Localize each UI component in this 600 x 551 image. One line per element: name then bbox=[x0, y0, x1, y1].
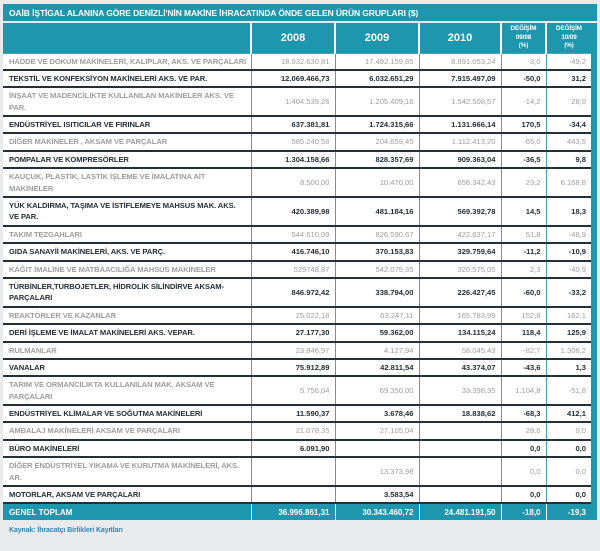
cell-2009: 826.590,67 bbox=[335, 226, 419, 243]
cell-change-09-08: 28,6 bbox=[501, 422, 546, 439]
cell-2008: 25.022,18 bbox=[251, 307, 335, 324]
cell-product-group: TÜRBİNLER,TURBOJETLER, HİDROLİK SİLİNDİRVE AKSAM-PARÇALARI bbox=[3, 278, 251, 307]
cell-2008: 23.846,97 bbox=[251, 342, 335, 359]
source-note: Kaynak: İhracatçı Birlikleri Kayıtları bbox=[9, 527, 123, 535]
cell-change-09-08: 14,5 bbox=[501, 197, 546, 226]
cell-2008 bbox=[251, 486, 335, 503]
cell-2010: 422.637,17 bbox=[419, 226, 501, 243]
table-row bbox=[3, 376, 591, 405]
cell-product-group: DERİ İŞLEME VE İMALAT MAKİNELERİ AKS. VEPAR. bbox=[3, 324, 251, 341]
col-header-2009: 2009 bbox=[335, 23, 419, 53]
cell-2009: 828.357,69 bbox=[335, 151, 419, 168]
col-header-2008: 2008 bbox=[251, 23, 335, 53]
cell-change-09-08: -68,3 bbox=[501, 405, 546, 422]
table-header bbox=[3, 23, 591, 53]
cell-2010: 1.112.413,20 bbox=[419, 133, 501, 150]
cell-2010: 58.045,43 bbox=[419, 342, 501, 359]
cell-2008: 18.032.630,81 bbox=[251, 53, 335, 70]
cell-change-10-09: 162,1 bbox=[546, 307, 591, 324]
cell-2010: 18.838,62 bbox=[419, 405, 501, 422]
total-row bbox=[3, 503, 591, 520]
cell-change-09-08: 23,2 bbox=[501, 168, 546, 197]
cell-2010: 1.131.666,14 bbox=[419, 116, 501, 133]
cell-2010: 569.392,78 bbox=[419, 197, 501, 226]
table-row bbox=[3, 87, 591, 116]
col-header-change-09-08-line2: (%) bbox=[518, 42, 529, 49]
cell-2010: 33.398,35 bbox=[419, 376, 501, 405]
cell-2010: 1.542.508,57 bbox=[419, 87, 501, 116]
cell-2008: 6.091,90 bbox=[251, 440, 335, 457]
cell-2008: 585.240,58 bbox=[251, 133, 335, 150]
cell-change-09-08: -50,0 bbox=[501, 70, 546, 87]
table-row bbox=[3, 133, 591, 150]
cell-change-09-08: -82,7 bbox=[501, 342, 546, 359]
total-2009: 30.343.460,72 bbox=[335, 503, 419, 520]
col-header-change-09-08 bbox=[501, 23, 546, 53]
cell-product-group: HADDE VE DÖKÜM MAKİNELERİ, KALIPLAR, AKS. VE PARÇALARI bbox=[3, 53, 251, 70]
table-footer bbox=[3, 503, 591, 520]
cell-change-10-09: 412,1 bbox=[546, 405, 591, 422]
cell-change-09-08: 0,0 bbox=[501, 457, 546, 486]
cell-product-group: AMBALAJ MAKİNELERİ AKSAM VE PARÇALARI bbox=[3, 422, 251, 439]
table-row bbox=[3, 307, 591, 324]
cell-2009: 27.105,04 bbox=[335, 422, 419, 439]
cell-2009: 1.205.409,16 bbox=[335, 87, 419, 116]
table-row bbox=[3, 342, 591, 359]
cell-change-10-09: 0,0 bbox=[546, 457, 591, 486]
cell-2009: 17.492.159,85 bbox=[335, 53, 419, 70]
col-header-change-10-09 bbox=[546, 23, 591, 53]
cell-change-09-08: 118,4 bbox=[501, 324, 546, 341]
table-body bbox=[3, 53, 591, 503]
cell-2008: 637.381,81 bbox=[251, 116, 335, 133]
header-row bbox=[3, 23, 591, 53]
table-row bbox=[3, 243, 591, 260]
cell-2008: 12.069.466,73 bbox=[251, 70, 335, 87]
cell-change-10-09: 1.306,2 bbox=[546, 342, 591, 359]
cell-product-group: RULMANLAR bbox=[3, 342, 251, 359]
cell-2008: 544.610,09 bbox=[251, 226, 335, 243]
cell-2010 bbox=[419, 457, 501, 486]
table-row bbox=[3, 278, 591, 307]
cell-change-09-08: -11,2 bbox=[501, 243, 546, 260]
cell-product-group: ENDÜSTRİYEL ISITICILAR VE FIRINLAR bbox=[3, 116, 251, 133]
table-row bbox=[3, 70, 591, 87]
cell-2009: 69.350,00 bbox=[335, 376, 419, 405]
col-header-change-10-09-line2: (%) bbox=[564, 42, 574, 49]
cell-change-10-09: 28,0 bbox=[546, 87, 591, 116]
cell-2009: 10.470,00 bbox=[335, 168, 419, 197]
cell-2009: 4.127,94 bbox=[335, 342, 419, 359]
cell-2008: 846.972,42 bbox=[251, 278, 335, 307]
cell-change-10-09: 443,5 bbox=[546, 133, 591, 150]
cell-product-group: BÜRO MAKİNELERİ bbox=[3, 440, 251, 457]
table-row bbox=[3, 116, 591, 133]
cell-2009: 63.247,11 bbox=[335, 307, 419, 324]
table-row bbox=[3, 457, 591, 486]
cell-change-10-09: 6.168,8 bbox=[546, 168, 591, 197]
cell-change-09-08: -60,0 bbox=[501, 278, 546, 307]
cell-2010: 226.427,45 bbox=[419, 278, 501, 307]
cell-change-10-09: -51,8 bbox=[546, 376, 591, 405]
cell-change-09-08: 0,0 bbox=[501, 440, 546, 457]
cell-2010: 43.374,07 bbox=[419, 359, 501, 376]
cell-2010 bbox=[419, 486, 501, 503]
cell-product-group: KAUÇUK, PLASTİK, LASTİK İŞLEME VE İMALATINA AİT MAKİNELER bbox=[3, 168, 251, 197]
cell-2010: 320.575,05 bbox=[419, 261, 501, 278]
cell-2010: 134.115,24 bbox=[419, 324, 501, 341]
total-2008: 36.996.861,31 bbox=[251, 503, 335, 520]
table-row bbox=[3, 324, 591, 341]
col-header-change-09-08-line1: DEĞİŞİM 09/08 bbox=[510, 25, 537, 41]
cell-change-10-09: -33,2 bbox=[546, 278, 591, 307]
col-header-product-group bbox=[3, 23, 251, 53]
cell-2008: 11.590,37 bbox=[251, 405, 335, 422]
cell-product-group: YÜK KALDIRMA, TAŞIMA VE İSTİFLEMEYE MAHSUS MAK. AKS. VE PAR. bbox=[3, 197, 251, 226]
total-2010: 24.481.191,50 bbox=[419, 503, 501, 520]
table-row bbox=[3, 486, 591, 503]
cell-2009: 370.153,83 bbox=[335, 243, 419, 260]
cell-change-10-09: 0,0 bbox=[546, 422, 591, 439]
cell-product-group: İNŞAAT VE MADENCİLİKTE KULLANILAN MAKİNELER AKS. VE PAR. bbox=[3, 87, 251, 116]
table-row bbox=[3, 151, 591, 168]
cell-change-09-08: 2,3 bbox=[501, 261, 546, 278]
cell-change-09-08: 0,0 bbox=[501, 486, 546, 503]
col-header-change-10-09-line1: DEĞİŞİM 10/09 bbox=[556, 25, 582, 41]
cell-change-10-09: 9,8 bbox=[546, 151, 591, 168]
cell-2010: 165.783,99 bbox=[419, 307, 501, 324]
cell-2010: 329.759,64 bbox=[419, 243, 501, 260]
total-change-09-08: -18,0 bbox=[501, 503, 546, 520]
cell-product-group: DİĞER ENDÜSTRİYEL YIKAMA VE KURUTMA MAKİNELERİ, AKS. AR. bbox=[3, 457, 251, 486]
cell-change-09-08: -14,2 bbox=[501, 87, 546, 116]
cell-change-09-08: -65,0 bbox=[501, 133, 546, 150]
table-row bbox=[3, 197, 591, 226]
cell-product-group: GIDA SANAYİİ MAKİNELERİ, AKS. VE PARÇ. bbox=[3, 243, 251, 260]
table-row bbox=[3, 261, 591, 278]
cell-2010 bbox=[419, 422, 501, 439]
total-change-10-09: -19,3 bbox=[546, 503, 591, 520]
total-label: GENEL TOPLAM bbox=[3, 503, 251, 520]
cell-2008: 21.078,35 bbox=[251, 422, 335, 439]
cell-change-10-09: -10,9 bbox=[546, 243, 591, 260]
cell-2008: 1.404.539,26 bbox=[251, 87, 335, 116]
cell-2009: 1.724.315,66 bbox=[335, 116, 419, 133]
cell-change-09-08: -43,6 bbox=[501, 359, 546, 376]
cell-product-group: REAKTÖRLER VE KAZANLAR bbox=[3, 307, 251, 324]
cell-2009: 481.184,16 bbox=[335, 197, 419, 226]
cell-2010: 656.342,43 bbox=[419, 168, 501, 197]
cell-2008: 75.912,89 bbox=[251, 359, 335, 376]
cell-product-group: MOTORLAR, AKSAM VE PARÇALARI bbox=[3, 486, 251, 503]
cell-2009: 204.659,45 bbox=[335, 133, 419, 150]
cell-product-group: DİĞER MAKİNELER , AKSAM VE PARÇALAR bbox=[3, 133, 251, 150]
table-row bbox=[3, 405, 591, 422]
cell-2009: 338.794,00 bbox=[335, 278, 419, 307]
cell-2010 bbox=[419, 440, 501, 457]
cell-change-10-09: -49,2 bbox=[546, 53, 591, 70]
cell-2009: 13.373,98 bbox=[335, 457, 419, 486]
cell-2008: 5.756,04 bbox=[251, 376, 335, 405]
table-row bbox=[3, 422, 591, 439]
cell-2009: 3.583,54 bbox=[335, 486, 419, 503]
cell-2010: 909.363,04 bbox=[419, 151, 501, 168]
cell-2009: 42.811,54 bbox=[335, 359, 419, 376]
table-row bbox=[3, 168, 591, 197]
cell-2009: 6.032.651,29 bbox=[335, 70, 419, 87]
cell-product-group: POMPALAR VE KOMPRESÖRLER bbox=[3, 151, 251, 168]
cell-change-10-09: 1,3 bbox=[546, 359, 591, 376]
cell-2010: 7.915.497,09 bbox=[419, 70, 501, 87]
cell-change-10-09: -34,4 bbox=[546, 116, 591, 133]
cell-2008: 27.177,30 bbox=[251, 324, 335, 341]
cell-product-group: TEKSTİL VE KONFEKSİYON MAKİNELERİ AKS. VE PAR. bbox=[3, 70, 251, 87]
cell-change-10-09: -40,9 bbox=[546, 261, 591, 278]
cell-2009 bbox=[335, 440, 419, 457]
cell-change-09-08: 170,5 bbox=[501, 116, 546, 133]
cell-product-group: ENDÜSTRİYEL KLİMALAR VE SOĞUTMA MAKİNELERİ bbox=[3, 405, 251, 422]
cell-change-10-09: 0,0 bbox=[546, 486, 591, 503]
table-row bbox=[3, 53, 591, 70]
cell-2009: 542.075,35 bbox=[335, 261, 419, 278]
cell-product-group: TAKIM TEZGAHLARI bbox=[3, 226, 251, 243]
cell-2009: 59.362,00 bbox=[335, 324, 419, 341]
cell-change-10-09: -48,9 bbox=[546, 226, 591, 243]
cell-change-10-09: 18,3 bbox=[546, 197, 591, 226]
cell-product-group: VANALAR bbox=[3, 359, 251, 376]
table-row bbox=[3, 440, 591, 457]
cell-2008 bbox=[251, 457, 335, 486]
cell-2009: 3.678,46 bbox=[335, 405, 419, 422]
cell-product-group: KAĞIT İMALİNE VE MATBAACILIĞA MAHSUS MAKİNELER bbox=[3, 261, 251, 278]
cell-2008: 416.746,10 bbox=[251, 243, 335, 260]
cell-change-10-09: 0,0 bbox=[546, 440, 591, 457]
export-table bbox=[3, 23, 591, 520]
cell-2010: 8.891.053,24 bbox=[419, 53, 501, 70]
cell-2008: 8.500,00 bbox=[251, 168, 335, 197]
cell-change-10-09: 31,2 bbox=[546, 70, 591, 87]
cell-2008: 420.389,98 bbox=[251, 197, 335, 226]
table-row bbox=[3, 359, 591, 376]
table-row bbox=[3, 226, 591, 243]
cell-change-09-08: -3,0 bbox=[501, 53, 546, 70]
cell-product-group: TARIM VE ORMANCILIKTA KULLANILAN MAK. AKSAM VE PARÇALARI bbox=[3, 376, 251, 405]
col-header-2010: 2010 bbox=[419, 23, 501, 53]
cell-2008: 529748,87 bbox=[251, 261, 335, 278]
cell-change-09-08: 1.104,8 bbox=[501, 376, 546, 405]
cell-change-10-09: 125,9 bbox=[546, 324, 591, 341]
table-title: OAİB İŞTİGAL ALANINA GÖRE DENİZLİ'NİN MAKİNE İHRACATINDA ÖNDE GELEN ÜRÜN GRUPLARI ($) bbox=[3, 4, 597, 21]
cell-change-09-08: 51,8 bbox=[501, 226, 546, 243]
cell-2008: 1.304.158,66 bbox=[251, 151, 335, 168]
cell-change-09-08: -36,5 bbox=[501, 151, 546, 168]
table-wrapper bbox=[3, 23, 597, 520]
cell-change-09-08: 152,8 bbox=[501, 307, 546, 324]
